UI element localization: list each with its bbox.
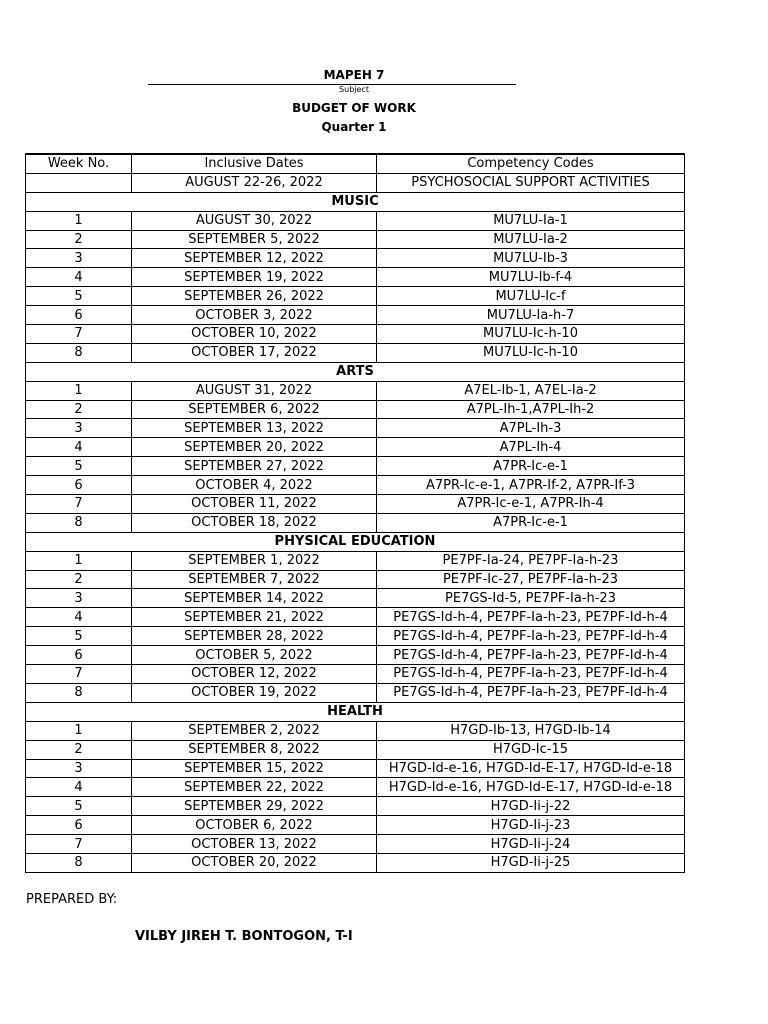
week-cell: 7 — [26, 495, 132, 514]
dates-cell: SEPTEMBER 20, 2022 — [132, 438, 377, 457]
preparer-name: VILBY JIREH T. BONTOGON, T-I — [135, 929, 353, 944]
dates-cell: OCTOBER 3, 2022 — [132, 306, 377, 325]
table-row — [26, 381, 685, 400]
codes-cell: H7GD-Id-e-16, H7GD-Id-E-17, H7GD-Id-e-18 — [377, 759, 685, 778]
dates-cell: OCTOBER 5, 2022 — [132, 646, 377, 665]
dates-cell: SEPTEMBER 27, 2022 — [132, 457, 377, 476]
table-row — [26, 759, 685, 778]
table-row — [26, 325, 685, 344]
table-row — [26, 306, 685, 325]
week-cell: 7 — [26, 325, 132, 344]
week-cell: 5 — [26, 457, 132, 476]
codes-cell: A7PR-Ic-e-1 — [377, 513, 685, 532]
dates-cell: OCTOBER 13, 2022 — [132, 835, 377, 854]
table-row — [26, 835, 685, 854]
table-row — [26, 816, 685, 835]
dates-cell: OCTOBER 4, 2022 — [132, 476, 377, 495]
section-row — [26, 702, 685, 721]
table-row — [26, 230, 685, 249]
table-header-row — [26, 154, 685, 173]
codes-cell: MU7LU-Ia-h-7 — [377, 306, 685, 325]
dates-cell: SEPTEMBER 19, 2022 — [132, 268, 377, 287]
budget-of-work-table — [25, 153, 685, 873]
week-cell: 2 — [26, 740, 132, 759]
dates-cell: SEPTEMBER 26, 2022 — [132, 287, 377, 306]
table-row — [26, 570, 685, 589]
codes-cell: PE7GS-Id-h-4, PE7PF-Ia-h-23, PE7PF-Id-h-4 — [377, 683, 685, 702]
week-cell — [26, 173, 132, 192]
table-row — [26, 400, 685, 419]
week-cell: 1 — [26, 721, 132, 740]
dates-cell: SEPTEMBER 13, 2022 — [132, 419, 377, 438]
codes-cell: MU7LU-Ib-f-4 — [377, 268, 685, 287]
codes-cell: PE7PF-Ic-27, PE7PF-Ia-h-23 — [377, 570, 685, 589]
table-row — [26, 797, 685, 816]
week-cell: 6 — [26, 646, 132, 665]
table-row — [26, 173, 685, 192]
table-row — [26, 721, 685, 740]
section-row — [26, 362, 685, 381]
dates-cell: OCTOBER 20, 2022 — [132, 853, 377, 872]
week-cell: 2 — [26, 400, 132, 419]
codes-cell: PE7GS-Id-h-4, PE7PF-Ia-h-23, PE7PF-Id-h-4 — [377, 646, 685, 665]
codes-cell: A7PL-Ih-1,A7PL-Ih-2 — [377, 400, 685, 419]
codes-cell: H7GD-Ii-j-25 — [377, 853, 685, 872]
week-cell: 8 — [26, 513, 132, 532]
table-row — [26, 853, 685, 872]
dates-cell: SEPTEMBER 1, 2022 — [132, 551, 377, 570]
quarter-label: Quarter 1 — [321, 120, 387, 134]
dates-cell: AUGUST 22-26, 2022 — [132, 173, 377, 192]
week-cell: 6 — [26, 306, 132, 325]
week-cell: 5 — [26, 797, 132, 816]
dates-cell: SEPTEMBER 14, 2022 — [132, 589, 377, 608]
dates-cell: AUGUST 31, 2022 — [132, 381, 377, 400]
codes-cell: H7GD-Ii-j-23 — [377, 816, 685, 835]
table-body — [26, 173, 685, 872]
codes-cell: PE7PF-Ia-24, PE7PF-Ia-h-23 — [377, 551, 685, 570]
subject-caption: Subject — [339, 85, 369, 94]
table-row — [26, 627, 685, 646]
table-row — [26, 513, 685, 532]
week-cell: 7 — [26, 665, 132, 684]
dates-cell: SEPTEMBER 2, 2022 — [132, 721, 377, 740]
codes-cell: A7PR-Ic-e-1 — [377, 457, 685, 476]
document-title: BUDGET OF WORK — [292, 101, 416, 115]
dates-cell: OCTOBER 10, 2022 — [132, 325, 377, 344]
week-cell: 3 — [26, 759, 132, 778]
table-row — [26, 476, 685, 495]
codes-cell: MU7LU-Ia-1 — [377, 211, 685, 230]
dates-cell: OCTOBER 18, 2022 — [132, 513, 377, 532]
codes-cell: A7EL-Ib-1, A7EL-Ia-2 — [377, 381, 685, 400]
dates-cell: SEPTEMBER 5, 2022 — [132, 230, 377, 249]
week-cell: 2 — [26, 570, 132, 589]
codes-cell: MU7LU-Ic-h-10 — [377, 325, 685, 344]
week-cell: 4 — [26, 778, 132, 797]
week-cell: 3 — [26, 249, 132, 268]
codes-cell: H7GD-Ii-j-24 — [377, 835, 685, 854]
table-row — [26, 589, 685, 608]
subject-title: MAPEH 7 — [323, 68, 385, 82]
week-cell: 4 — [26, 438, 132, 457]
codes-cell: A7PR-Ic-e-1, A7PR-Ih-4 — [377, 495, 685, 514]
dates-cell: SEPTEMBER 21, 2022 — [132, 608, 377, 627]
week-cell: 2 — [26, 230, 132, 249]
dates-cell: AUGUST 30, 2022 — [132, 211, 377, 230]
dates-cell: SEPTEMBER 29, 2022 — [132, 797, 377, 816]
codes-cell: H7GD-Id-e-16, H7GD-Id-E-17, H7GD-Id-e-18 — [377, 778, 685, 797]
table-row — [26, 778, 685, 797]
week-cell: 7 — [26, 835, 132, 854]
codes-cell: MU7LU-Ia-2 — [377, 230, 685, 249]
week-cell: 3 — [26, 589, 132, 608]
table-row — [26, 419, 685, 438]
codes-cell: A7PR-Ic-e-1, A7PR-If-2, A7PR-If-3 — [377, 476, 685, 495]
week-cell: 6 — [26, 476, 132, 495]
codes-cell: MU7LU-Ic-h-10 — [377, 343, 685, 362]
table-row — [26, 249, 685, 268]
week-cell: 3 — [26, 419, 132, 438]
dates-cell: SEPTEMBER 15, 2022 — [132, 759, 377, 778]
dates-cell: SEPTEMBER 12, 2022 — [132, 249, 377, 268]
dates-cell: OCTOBER 17, 2022 — [132, 343, 377, 362]
table-row — [26, 438, 685, 457]
table-row — [26, 665, 685, 684]
week-cell: 6 — [26, 816, 132, 835]
dates-cell: OCTOBER 12, 2022 — [132, 665, 377, 684]
codes-cell: H7GD-Ib-13, H7GD-Ib-14 — [377, 721, 685, 740]
table-row — [26, 646, 685, 665]
codes-cell: H7GD-Ii-j-22 — [377, 797, 685, 816]
codes-cell: PE7GS-Id-5, PE7PF-Ia-h-23 — [377, 589, 685, 608]
column-header-dates: Inclusive Dates — [132, 154, 377, 173]
dates-cell: SEPTEMBER 6, 2022 — [132, 400, 377, 419]
week-cell: 1 — [26, 551, 132, 570]
table-row — [26, 211, 685, 230]
section-label: MUSIC — [26, 192, 685, 211]
week-cell: 1 — [26, 211, 132, 230]
table-row — [26, 343, 685, 362]
table-row — [26, 740, 685, 759]
week-cell: 8 — [26, 853, 132, 872]
week-cell: 5 — [26, 287, 132, 306]
column-header-week: Week No. — [26, 154, 132, 173]
codes-cell: PE7GS-Id-h-4, PE7PF-Ia-h-23, PE7PF-Id-h-4 — [377, 608, 685, 627]
week-cell: 8 — [26, 343, 132, 362]
dates-cell: OCTOBER 6, 2022 — [132, 816, 377, 835]
dates-cell: SEPTEMBER 28, 2022 — [132, 627, 377, 646]
table-row — [26, 608, 685, 627]
table-row — [26, 268, 685, 287]
table-row — [26, 683, 685, 702]
week-cell: 4 — [26, 608, 132, 627]
codes-cell: A7PL-Ih-3 — [377, 419, 685, 438]
section-row — [26, 532, 685, 551]
dates-cell: OCTOBER 19, 2022 — [132, 683, 377, 702]
section-row — [26, 192, 685, 211]
codes-cell: PE7GS-Id-h-4, PE7PF-Ia-h-23, PE7PF-Id-h-4 — [377, 627, 685, 646]
codes-cell: MU7LU-Ic-f — [377, 287, 685, 306]
dates-cell: SEPTEMBER 22, 2022 — [132, 778, 377, 797]
section-label: PHYSICAL EDUCATION — [26, 532, 685, 551]
week-cell: 1 — [26, 381, 132, 400]
dates-cell: OCTOBER 11, 2022 — [132, 495, 377, 514]
dates-cell: SEPTEMBER 7, 2022 — [132, 570, 377, 589]
prepared-by-label: PREPARED BY: — [26, 892, 118, 907]
table-row — [26, 551, 685, 570]
week-cell: 5 — [26, 627, 132, 646]
table-row — [26, 495, 685, 514]
codes-cell: MU7LU-Ib-3 — [377, 249, 685, 268]
codes-cell: H7GD-Ic-15 — [377, 740, 685, 759]
section-label: HEALTH — [26, 702, 685, 721]
section-label: ARTS — [26, 362, 685, 381]
codes-cell: PSYCHOSOCIAL SUPPORT ACTIVITIES — [377, 173, 685, 192]
codes-cell: A7PL-Ih-4 — [377, 438, 685, 457]
week-cell: 4 — [26, 268, 132, 287]
week-cell: 8 — [26, 683, 132, 702]
codes-cell: PE7GS-Id-h-4, PE7PF-Ia-h-23, PE7PF-Id-h-4 — [377, 665, 685, 684]
column-header-codes: Competency Codes — [377, 154, 685, 173]
table-row — [26, 457, 685, 476]
dates-cell: SEPTEMBER 8, 2022 — [132, 740, 377, 759]
table-row — [26, 287, 685, 306]
